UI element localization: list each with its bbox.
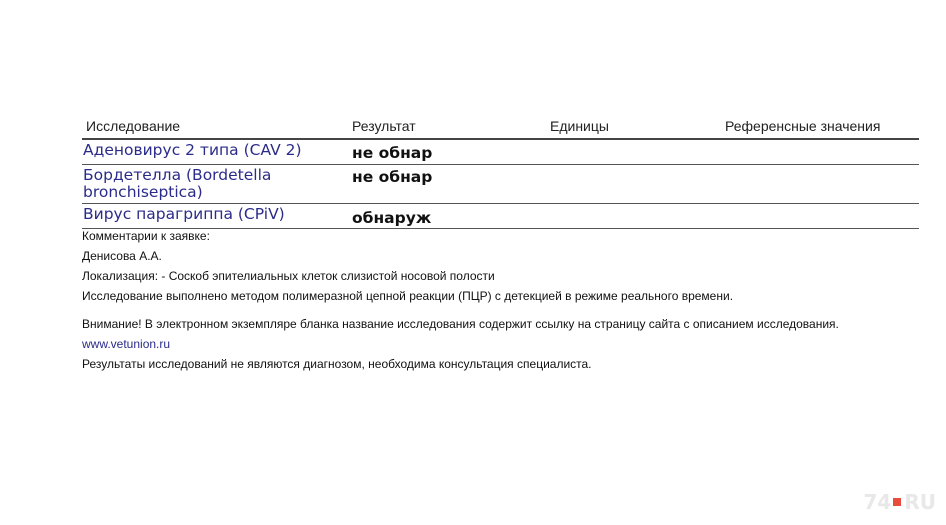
comments-label: Комментарии к заявке: xyxy=(82,229,210,243)
study-link[interactable]: Вирус парагриппа (CPiV) xyxy=(83,205,285,223)
result-value: не обнар xyxy=(352,168,433,186)
red-square-icon xyxy=(893,498,901,506)
table-row xyxy=(82,204,919,229)
disclaimer-text: Результаты исследований не являются диагнозом, необходима консультация специалиста. xyxy=(82,357,592,371)
study-link[interactable]: Аденовирус 2 типа (CAV 2) xyxy=(83,141,302,159)
table-row xyxy=(82,165,919,204)
header-reference: Референсные значения xyxy=(725,118,881,134)
header-result: Результат xyxy=(352,118,416,134)
notes-section xyxy=(82,229,942,371)
study-link[interactable]: Бордетелла (Bordetella bronchiseptica) xyxy=(83,166,272,201)
result-value: не обнар xyxy=(352,144,433,162)
watermark-number: 74 xyxy=(863,490,892,514)
attention-text: Внимание! В электронном экземпляре бланка название исследования содержит ссылку на страницу сайта с описанием исследования. xyxy=(82,317,839,331)
table-header xyxy=(82,116,919,140)
site-watermark-logo xyxy=(864,491,936,513)
localization-text: Локализация: - Соскоб эпителиальных клеток слизистой носовой полости xyxy=(82,269,495,283)
header-study: Исследование xyxy=(86,118,181,134)
doctor-name: Денисова А.А. xyxy=(82,249,162,263)
website-link[interactable]: www.vetunion.ru xyxy=(82,337,171,351)
watermark-domain: RU xyxy=(904,490,936,514)
header-units: Единицы xyxy=(550,118,609,134)
method-text: Исследование выполнено методом полимеразной цепной реакции (ПЦР) с детекцией в режиме реального времени. xyxy=(82,289,734,303)
table-row xyxy=(82,140,919,165)
results-table xyxy=(82,116,919,229)
result-value: обнаруж xyxy=(352,209,432,227)
